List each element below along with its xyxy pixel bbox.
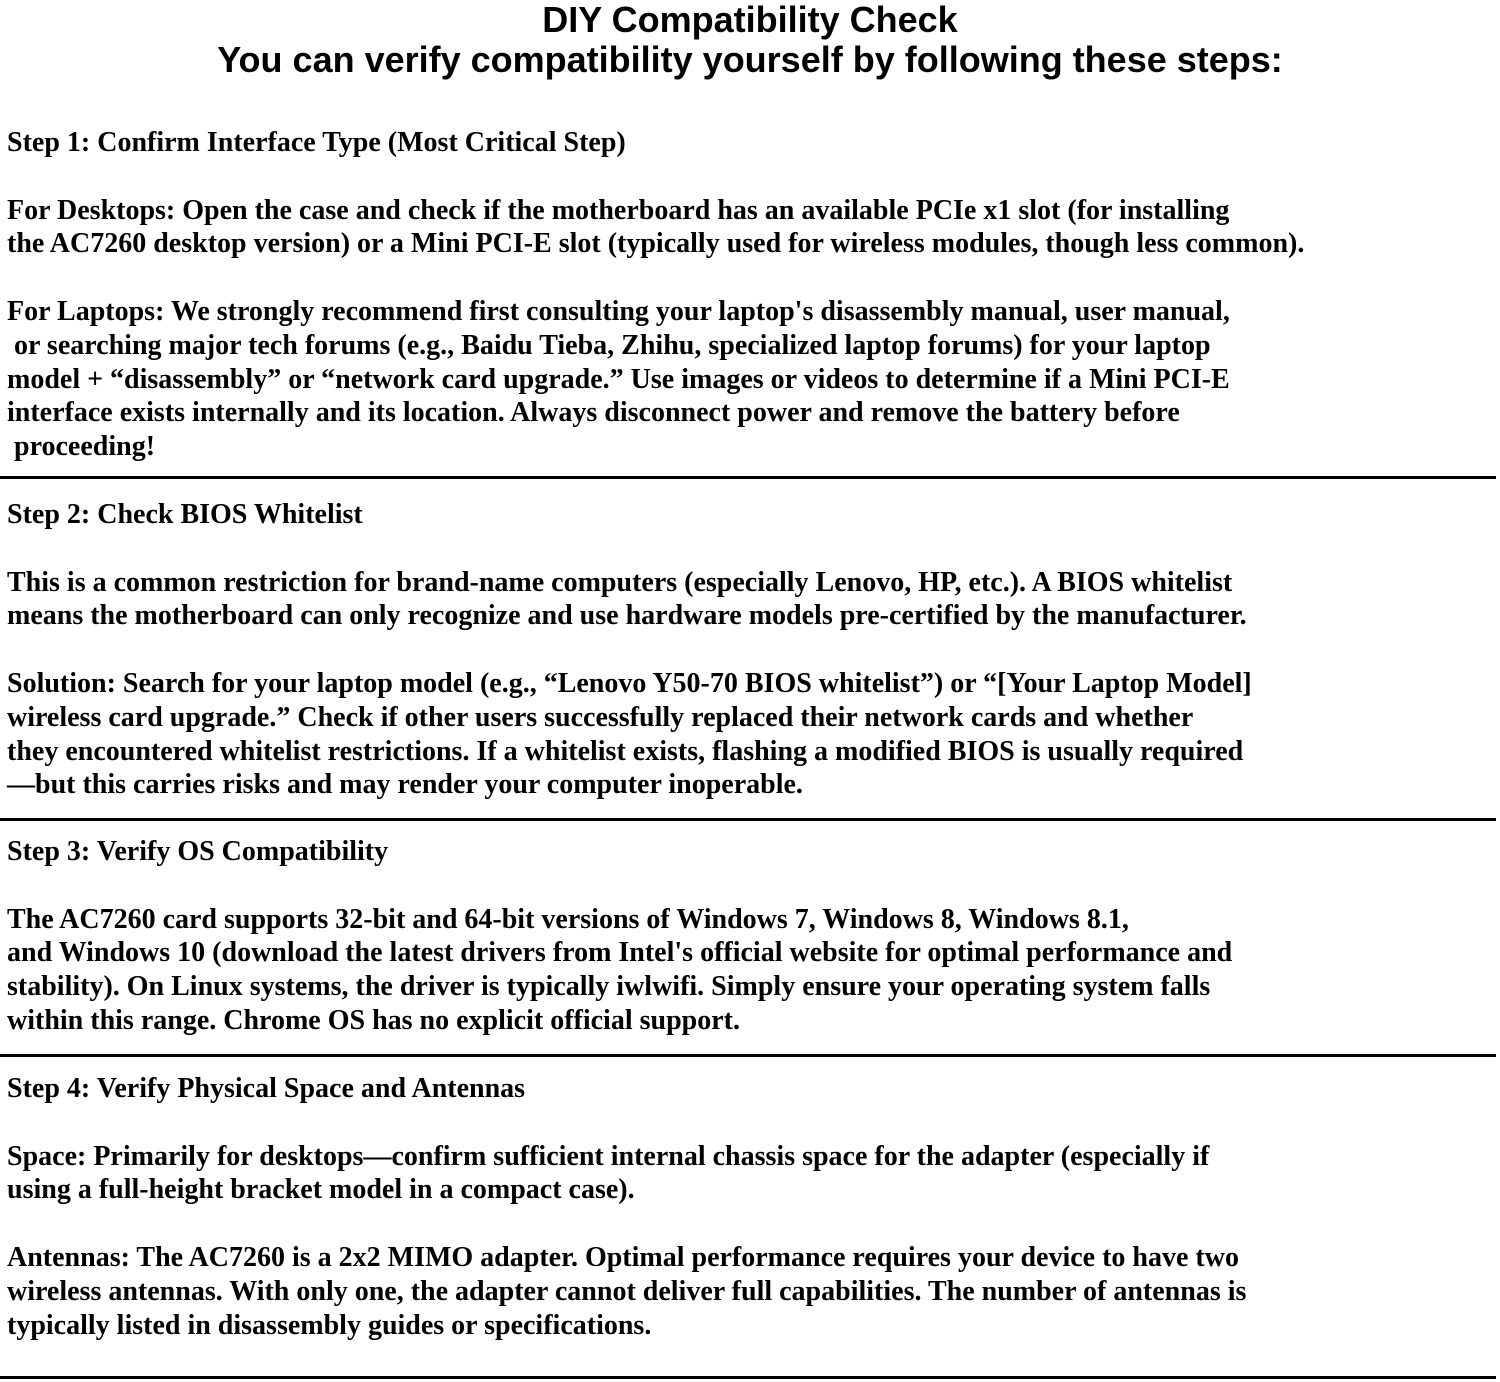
- step-paragraph: [7, 1140, 1246, 1208]
- step-heading: Step 4: Verify Physical Space and Antennas: [7, 1073, 526, 1104]
- spacer: [7, 1207, 1246, 1241]
- step-section: [7, 498, 1252, 802]
- step-section: [7, 126, 1304, 464]
- paragraph-line: proceeding!: [7, 431, 156, 463]
- paragraph-line: model + “disassembly” or “network card upgrade.” Use images or videos to determine if a Mini PCI-E: [7, 363, 1230, 395]
- paragraph-line: the AC7260 desktop version) or a Mini PCI-E slot (typically used for wireless modules, though less common).: [7, 228, 1305, 260]
- paragraph-line: typically listed in disassembly guides or specifications.: [7, 1309, 652, 1341]
- step-paragraph: [7, 566, 1252, 634]
- paragraph-line: wireless card upgrade.” Check if other users successfully replaced their network cards and whether: [7, 701, 1194, 733]
- paragraph-line: Solution: Search for your laptop model (e.g., “Lenovo Y50-70 BIOS whitelist”) or “[Your Laptop Model]: [7, 667, 1252, 699]
- step-heading: Step 2: Check BIOS Whitelist: [7, 499, 363, 530]
- paragraph-line: The AC7260 card supports 32-bit and 64-bit versions of Windows 7, Windows 8, Windows 8.1,: [7, 903, 1129, 935]
- paragraph-line: they encountered whitelist restrictions. If a whitelist exists, flashing a modified BIOS is usually required: [7, 735, 1244, 767]
- step-paragraph: [7, 194, 1304, 262]
- paragraph-line: Space: Primarily for desktops—confirm sufficient internal chassis space for the adapter (especially if: [7, 1140, 1210, 1172]
- spacer: [7, 261, 1304, 295]
- step-paragraph: [7, 1241, 1246, 1342]
- paragraph-line: wireless antennas. With only one, the adapter cannot deliver full capabilities. The number of antennas is: [7, 1275, 1247, 1307]
- paragraph-line: using a full-height bracket model in a compact case).: [7, 1174, 635, 1206]
- paragraph-line: For Laptops: We strongly recommend first consulting your laptop's disassembly manual, user manual,: [7, 295, 1230, 327]
- step-paragraph: [7, 667, 1252, 802]
- paragraph-line: stability). On Linux systems, the driver is typically iwlwifi. Simply ensure your operating system falls: [7, 971, 1211, 1003]
- section-divider: [0, 818, 1496, 821]
- paragraph-line: interface exists internally and its location. Always disconnect power and remove the battery before: [7, 397, 1180, 429]
- spacer: [7, 633, 1252, 667]
- paragraph-line: Antennas: The AC7260 is a 2x2 MIMO adapter. Optimal performance requires your device to have two: [7, 1241, 1239, 1273]
- paragraph-line: means the motherboard can only recognize and use hardware models pre-certified by the manufacturer.: [7, 600, 1247, 632]
- page-title: DIY Compatibility Check: [542, 0, 958, 40]
- step-section: [7, 1072, 1246, 1342]
- step-paragraph: [7, 903, 1232, 1038]
- spacer: [7, 160, 1304, 194]
- page-subtitle: You can verify compatibility yourself by following these steps:: [217, 39, 1283, 80]
- step-heading: Step 3: Verify OS Compatibility: [7, 836, 389, 867]
- section-divider: [0, 476, 1496, 479]
- paragraph-line: This is a common restriction for brand-name computers (especially Lenovo, HP, etc.). A BIOS whitelist: [7, 566, 1233, 598]
- paragraph-line: within this range. Chrome OS has no explicit official support.: [7, 1004, 740, 1036]
- paragraph-line: —but this carries risks and may render your computer inoperable.: [7, 769, 803, 801]
- spacer: [7, 869, 1232, 903]
- step-section: [7, 835, 1232, 1038]
- section-divider: [0, 1376, 1496, 1379]
- paragraph-line: and Windows 10 (download the latest drivers from Intel's official website for optimal performance and: [7, 937, 1233, 969]
- spacer: [7, 1106, 1246, 1140]
- section-divider: [0, 1054, 1496, 1057]
- paragraph-line: or searching major tech forums (e.g., Baidu Tieba, Zhihu, specialized laptop forums) for your laptop: [7, 329, 1211, 361]
- step-paragraph: [7, 295, 1304, 464]
- paragraph-line: For Desktops: Open the case and check if the motherboard has an available PCIe x1 slot (for installing: [7, 194, 1230, 226]
- spacer: [7, 532, 1252, 566]
- step-heading: Step 1: Confirm Interface Type (Most Critical Step): [7, 127, 626, 158]
